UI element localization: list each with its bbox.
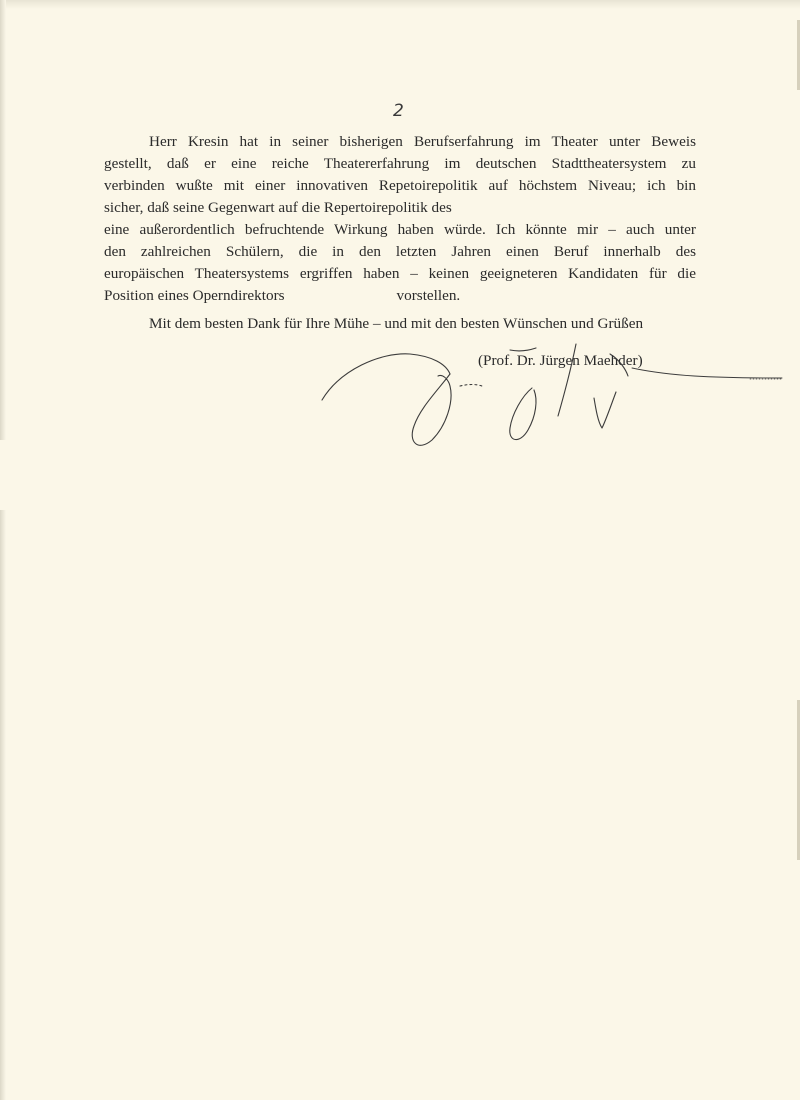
closing-line: Mit dem besten Dank für Ihre Mühe – und mit den besten Wünschen und Grüßen — [149, 315, 644, 332]
scan-edge-top — [0, 0, 800, 9]
signature-stroke — [322, 354, 450, 400]
paragraph-line: den zahlreichen Schülern, die in den letzten Jahren einen Beruf innerhalb des — [104, 243, 696, 260]
handwritten-signature — [310, 330, 790, 460]
scan-edge-left — [0, 0, 6, 440]
signatory-name: (Prof. Dr. Jürgen Maehder) — [478, 352, 643, 369]
paragraph-line: europäischen Theatersystems ergriffen haben – keinen geeigneteren Kandidaten für die — [104, 265, 696, 282]
paragraph-line: gestellt, daß er eine reiche Theatererfahrung im deutschen Stadttheatersystem zu — [104, 155, 696, 172]
signature-stroke — [610, 354, 628, 376]
signature-stroke — [510, 388, 536, 440]
body-paragraph — [104, 131, 696, 307]
last-line-start: Position eines Operndirektors — [104, 287, 285, 304]
paragraph-line: eine außerordentlich befruchtende Wirkung haben würde. Ich könnte mir – auch unter — [104, 221, 696, 238]
scan-edge-left — [0, 510, 6, 1100]
paragraph-line-last — [104, 285, 696, 307]
signature-stroke — [558, 344, 576, 416]
page-number: 2 — [393, 101, 404, 121]
last-line-end: vorstellen. — [396, 287, 461, 304]
signature-stroke — [460, 385, 482, 387]
signature-stroke — [510, 348, 536, 351]
signature-stroke — [594, 392, 616, 428]
signature-stroke — [412, 374, 451, 445]
paragraph-line: verbinden wußte mit einer innovativen Repetoirepolitik auf höchstem Niveau; ich bin — [104, 177, 696, 194]
paragraph-line: Herr Kresin hat in seiner bisherigen Berufserfahrung im Theater unter Beweis — [149, 133, 696, 150]
paragraph-line: sicher, daß seine Gegenwart auf die Repertoirepolitik des — [104, 199, 452, 216]
signature-stroke — [632, 368, 782, 378]
